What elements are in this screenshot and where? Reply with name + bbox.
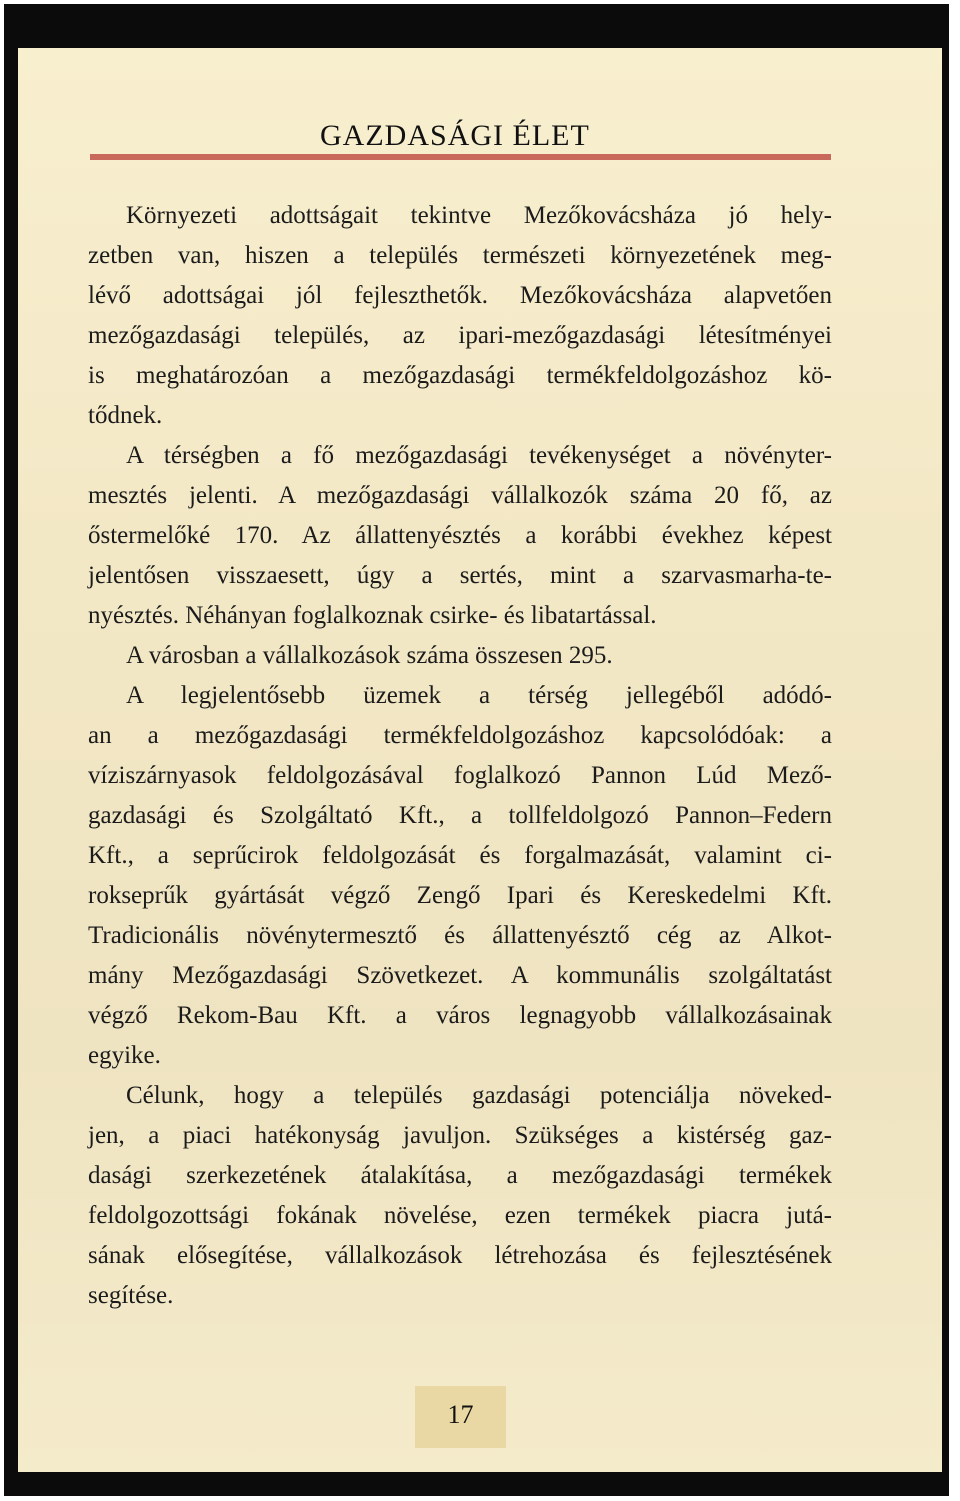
text-line: gazdasági és Szolgáltató Kft., a tollfeldolgozó Pannon–Federn	[88, 802, 832, 829]
text-line: mány Mezőgazdasági Szövetkezet. A kommunális szolgáltatást	[88, 962, 832, 989]
text-line: lévő adottságai jól fejleszthetők. Mezőkovácsháza alapvetően	[88, 282, 832, 309]
text-line: is meghatározóan a mezőgazdasági termékfeldolgozáshoz kö-	[88, 362, 832, 389]
text-line: mesztés jelenti. A mezőgazdasági vállalkozók száma 20 fő, az	[88, 482, 832, 509]
text-line: Célunk, hogy a település gazdasági potenciálja növeked-	[126, 1082, 832, 1109]
text-line: dasági szerkezetének átalakítása, a mezőgazdasági termékek	[88, 1162, 832, 1189]
text-line: A legjelentősebb üzemek a térség jellegéből adódó-	[126, 682, 832, 709]
text-line: A térségben a fő mezőgazdasági tevékenységet a növényter-	[126, 442, 832, 469]
chapter-title: GAZDASÁGI ÉLET	[320, 119, 590, 152]
text-line: zetben van, hiszen a település természeti környezetének meg-	[88, 242, 832, 269]
text-line: an a mezőgazdasági termékfeldolgozáshoz kapcsolódóak: a	[88, 722, 832, 749]
text-line: rokseprűk gyártását végző Zengő Ipari és Kereskedelmi Kft.	[88, 882, 832, 909]
text-line: segítése.	[88, 1282, 174, 1309]
text-line: víziszárnyasok feldolgozásával foglalkozó Pannon Lúd Mező-	[88, 762, 832, 789]
text-line: Környezeti adottságait tekintve Mezőkovácsháza jó hely-	[126, 202, 832, 229]
text-line: végző Rekom-Bau Kft. a város legnagyobb vállalkozásainak	[88, 1002, 832, 1029]
text-line: A városban a vállalkozások száma összesen 295.	[126, 642, 613, 669]
text-line: jen, a piaci hatékonyság javuljon. Szükséges a kistérség gaz-	[88, 1122, 832, 1149]
text-line: Kft., a seprűcirok feldolgozását és forgalmazását, valamint ci-	[88, 842, 832, 869]
text-line: jelentősen visszaesett, úgy a sertés, mint a szarvasmarha-te-	[88, 562, 832, 589]
text-line: nyésztés. Néhányan foglalkoznak csirke- és libatartással.	[88, 602, 657, 629]
text-line: feldolgozottsági fokának növelése, ezen termékek piacra jutá-	[88, 1202, 832, 1229]
text-line: Tradicionális növénytermesztő és állattenyésztő cég az Alkot-	[88, 922, 832, 949]
text-line: mezőgazdasági település, az ipari-mezőgazdasági létesítményei	[88, 322, 832, 349]
body-text	[88, 196, 832, 1316]
page-frame	[4, 4, 949, 1496]
title-underline	[90, 154, 831, 160]
text-line: sának elősegítése, vállalkozások létrehozása és fejlesztésének	[88, 1242, 832, 1269]
text-line: tődnek.	[88, 402, 163, 429]
text-line: egyike.	[88, 1042, 161, 1069]
page-number-box	[415, 1386, 506, 1448]
text-line: őstermelőké 170. Az állattenyésztés a korábbi évekhez képest	[88, 522, 832, 549]
page-number: 17	[447, 1400, 474, 1429]
